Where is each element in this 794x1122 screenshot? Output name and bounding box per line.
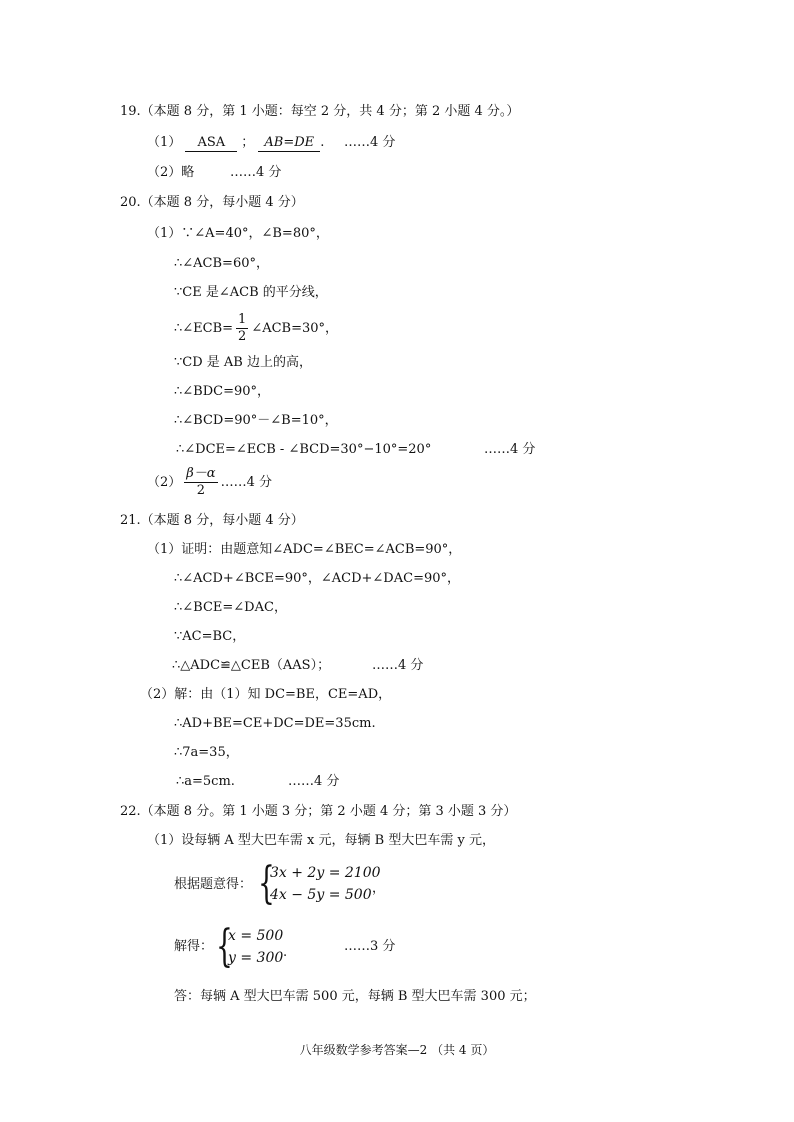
fraction-numerator: 1 [238, 312, 247, 327]
q21-line: ∴7a=35， [174, 745, 239, 760]
q19-part2-score: ……4 分 [230, 165, 282, 180]
fraction-denominator: 2 [196, 483, 206, 498]
q20-line: ∴∠BCD=90°－∠B=10°， [174, 413, 338, 428]
q22-header: 22.（本题 8 分。第 1 小题 3 分；第 2 小题 4 分；第 3 小题 3 分） [120, 804, 517, 819]
fraction-numerator: β－α [186, 466, 216, 481]
q22-solution-system [216, 921, 284, 972]
q20-line4-prefix: ∴∠ECB= [174, 321, 234, 336]
q19-blank1: ASA [185, 135, 237, 152]
q20-part2-prefix: （2） [147, 475, 182, 490]
q21-line5-score: ……4 分 [372, 658, 424, 673]
q21-line: ∴AD+BE=CE+DC=DE=35cm. [174, 716, 376, 731]
q19-separator: ； [241, 135, 255, 150]
q20-line: （1）∵∠A=40°，∠B=80°， [147, 226, 329, 241]
q20-part2 [147, 465, 272, 501]
q22-part1: （1）设每辆 A 型大巴车需 x 元，每辆 B 型大巴车需 y 元， [147, 833, 495, 848]
q19-part1-prefix: （1） [147, 135, 182, 150]
q21-line: （2）解：由（1）知 DC=BE，CE=AD， [140, 687, 392, 702]
page-footer: 八年级数学参考答案—2 （共 4 页） [299, 1043, 495, 1057]
q21-line5: ∴△ADC≌△CEB（AAS）； [172, 658, 331, 673]
q19-part2: （2）略 [147, 165, 195, 180]
q20-line: ∴∠BDC=90°， [174, 384, 271, 399]
q21-line9: ∴a=5cm. [176, 774, 235, 789]
q22-answer: 答：每辆 A 型大巴车需 500 元，每辆 B 型大巴车需 300 元； [174, 989, 536, 1004]
equation-line: 3x + 2y = 2100 [270, 865, 381, 881]
q20-part2-score: ……4 分 [220, 475, 272, 490]
q22-solution-end: . [283, 945, 288, 960]
q20-line4-suffix: ∠ACB=30°， [251, 321, 339, 336]
q19-part1-end: . [320, 135, 325, 150]
fraction-denominator: 2 [238, 329, 247, 344]
q22-equation-label: 根据题意得： [174, 877, 253, 892]
q20-line: ∵CE 是∠ACB 的平分线， [174, 285, 328, 300]
fraction-one-half [236, 312, 248, 345]
q22-equation-end: ， [372, 881, 386, 896]
q21-line: ∴∠ACD+∠BCE=90°，∠ACD+∠DAC=90°， [174, 571, 460, 586]
q20-line8: ∴∠DCE=∠ECB - ∠BCD=30°−10°=20° [176, 442, 432, 457]
q20-header: 20.（本题 8 分，每小题 4 分） [120, 195, 304, 210]
left-brace-icon: { [216, 921, 233, 972]
q20-line8-score: ……4 分 [484, 442, 536, 457]
q22-solution-label: 解得： [174, 939, 214, 954]
q20-line-fraction [174, 312, 338, 346]
solution-line: y = 300 [228, 950, 284, 966]
fraction-beta-minus-alpha [184, 466, 217, 499]
left-brace-icon: { [258, 858, 275, 909]
solution-line: x = 500 [228, 928, 284, 944]
q19-part1 [147, 134, 324, 152]
q20-line: ∴∠ACB=60°， [174, 256, 269, 271]
q19-blank2: AB=DE [258, 135, 320, 152]
q19-header: 19.（本题 8 分，第 1 小题：每空 2 分，共 4 分；第 2 小题 4 分。） [120, 104, 520, 119]
q20-line: ∵CD 是 AB 边上的高， [174, 355, 312, 370]
q22-solution-score: ……3 分 [344, 939, 396, 954]
q21-header: 21.（本题 8 分，每小题 4 分） [120, 513, 304, 528]
q21-line: ∵AC=BC， [174, 629, 246, 644]
q22-equation-system [258, 858, 381, 909]
q21-line9-score: ……4 分 [288, 774, 340, 789]
q21-line: ∴∠BCE=∠DAC， [174, 600, 287, 615]
q21-line: （1）证明：由题意知∠ADC=∠BEC=∠ACB=90°， [147, 542, 462, 557]
equation-line: 4x − 5y = 500 [270, 887, 372, 903]
q19-part1-score: ……4 分 [344, 135, 396, 150]
